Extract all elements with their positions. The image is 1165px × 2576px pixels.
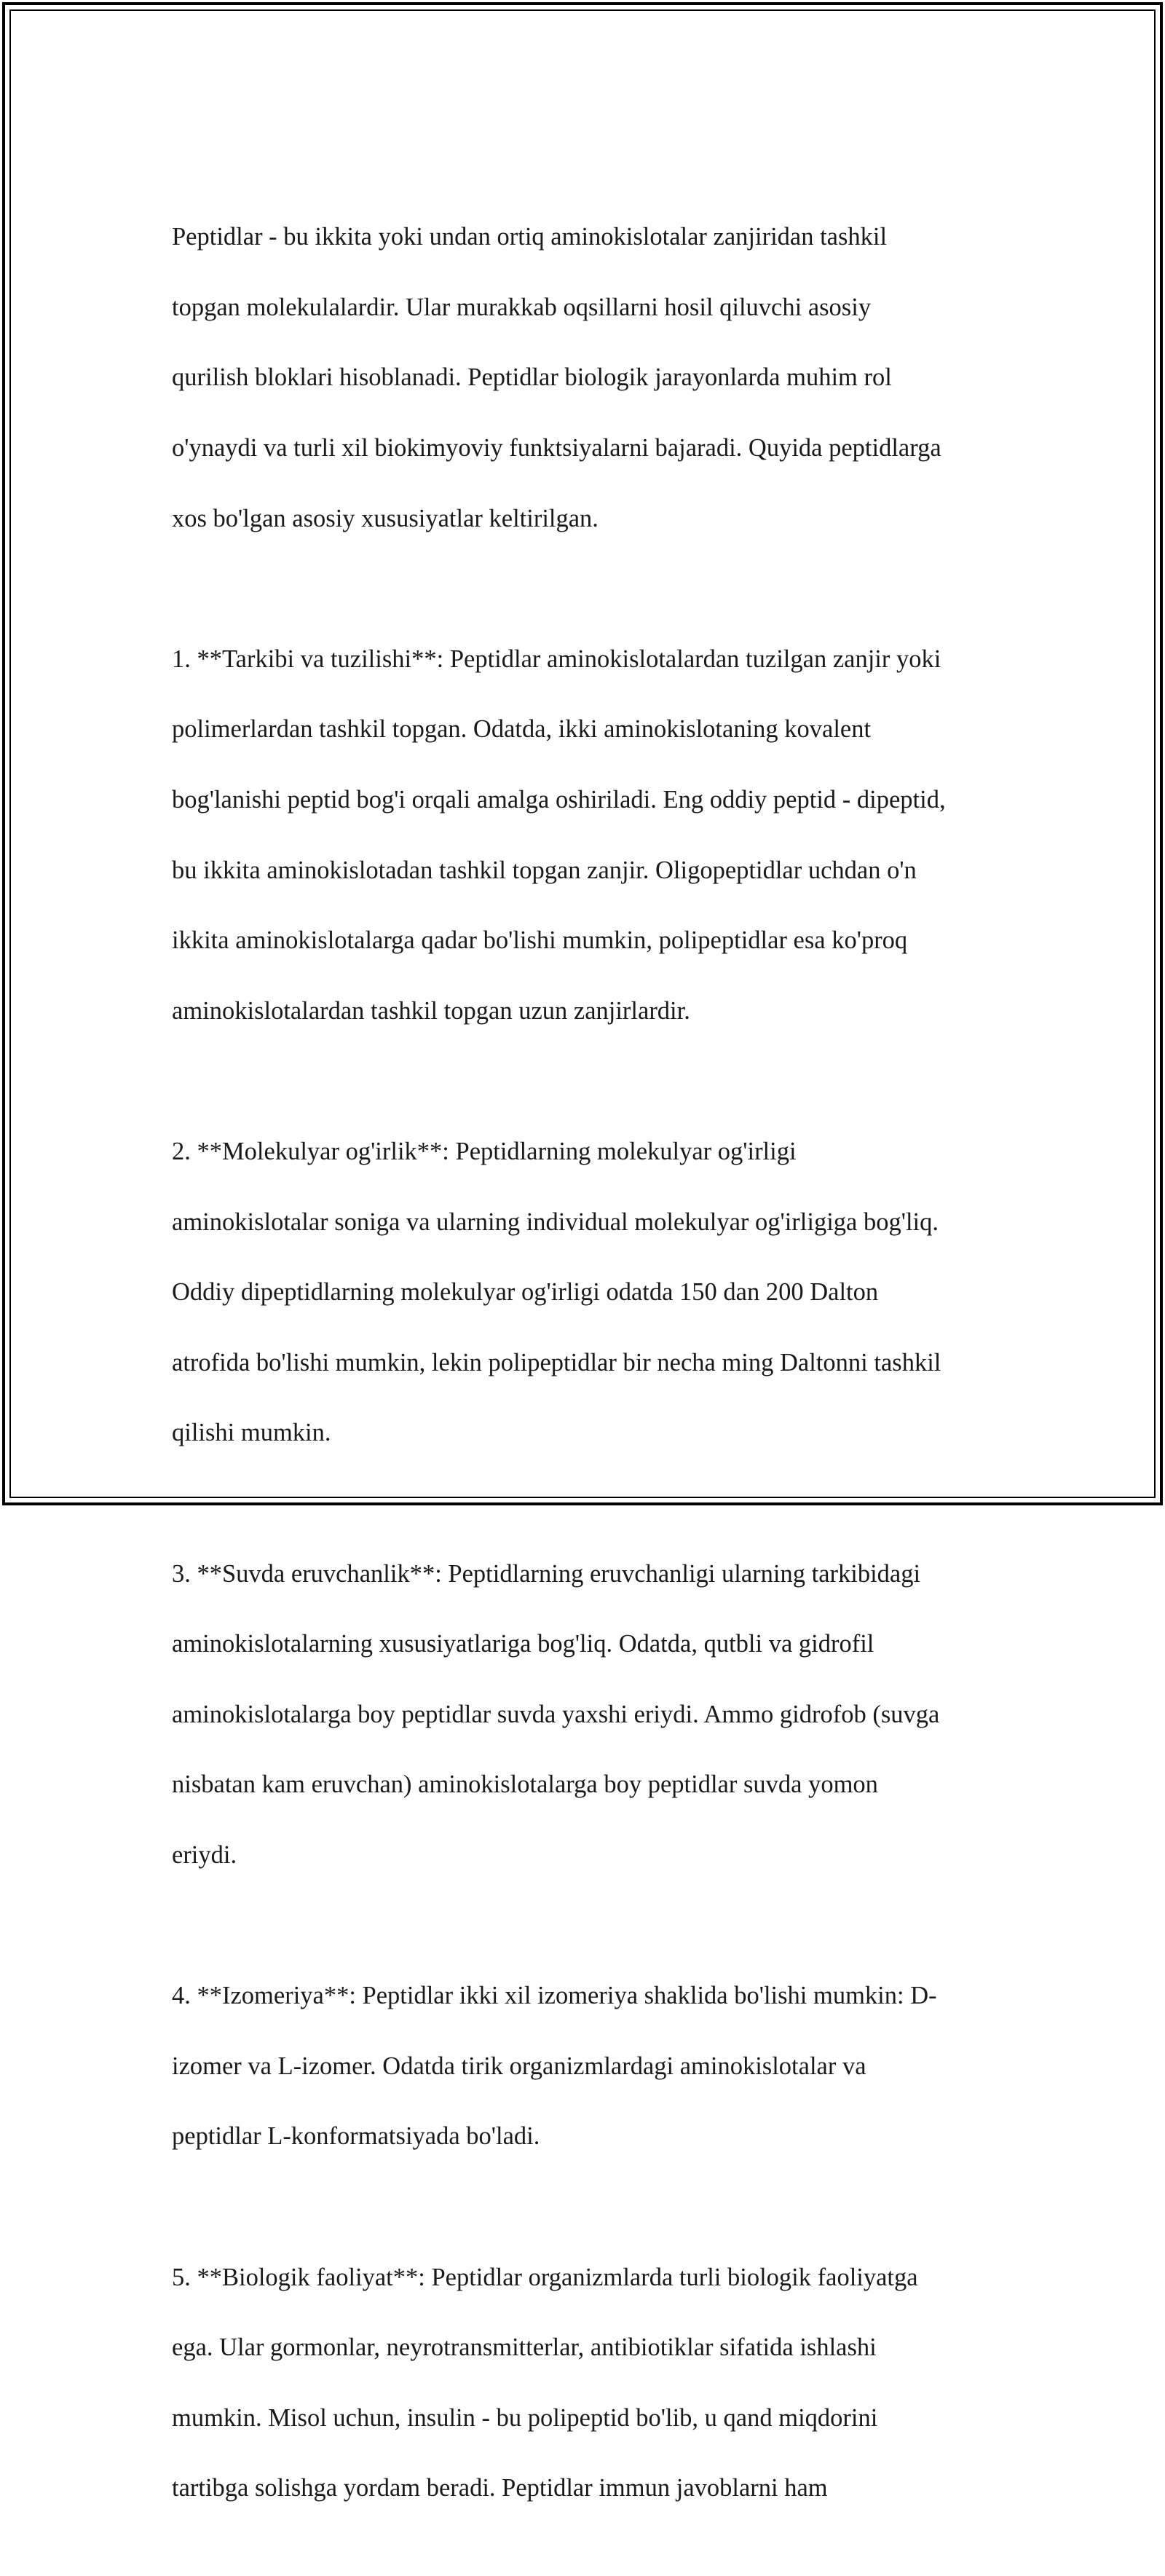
text-line: atrofida bo'lishi mumkin, lekin polipeptidlar bir necha ming Daltonni tashkil [172,1348,941,1376]
paragraph-solubility [172,1521,1002,1907]
text-line: mumkin. Misol uchun, insulin - bu polipeptid bo'lib, u qand miqdorini [172,2403,878,2432]
text-line: 5. **Biologik faoliyat**: Peptidlar organizmlarda turli biologik faoliyatga [172,2263,918,2291]
text-line: ikkita aminokislotalarga qadar bo'lishi mumkin, polipeptidlar esa ko'proq [172,926,908,955]
paragraph-isomerism [172,1943,1002,2189]
text-line: 3. **Suvda eruvchanlik**: Peptidlarning eruvchanligi ularning tarkibidagi [172,1559,921,1588]
text-line: eriydi. [172,1840,237,1869]
text-line: peptidlar L-konformatsiyada bo'ladi. [172,2122,540,2151]
text-line: polimerlardan tashkil topgan. Odatda, ikki aminokislotaning kovalent [172,715,872,744]
text-line: bu ikkita aminokislotadan tashkil topgan zanjir. Oligopeptidlar uchdan o'n [172,856,917,884]
text-line: xos bo'lgan asosiy xususiyatlar keltirilgan. [172,504,599,532]
text-line: qilishi mumkin. [172,1419,331,1447]
text-line: aminokislotalarning xususiyatlariga bog'liq. Odatda, qutbli va gidrofil [172,1630,874,1658]
text-line: tartibga solishga yordam beradi. Peptidlar immun javoblarni ham [172,2474,828,2502]
text-line: Oddiy dipeptidlarning molekulyar og'irligi odatda 150 dan 200 Dalton [172,1278,879,1307]
paragraph-molecular-weight [172,1099,1002,1486]
paragraph-biological-activity [172,2224,1002,2541]
text-line: 4. **Izomeriya**: Peptidlar ikki xil izomeriya shaklida bo'lishi mumkin: D- [172,1982,937,2010]
text-line: nisbatan kam eruvchan) aminokislotalarga boy peptidlar suvda yomon [172,1770,878,1799]
text-line: aminokislotalarga boy peptidlar suvda yaxshi eriydi. Ammo gidrofob (suvga [172,1700,940,1728]
text-line: Peptidlar - bu ikkita yoki undan ortiq aminokislotalar zanjiridan tashkil [172,223,888,251]
text-line: bog'lanishi peptid bog'i orqali amalga oshiriladi. Eng oddiy peptid - dipeptid, [172,786,946,814]
text-line: ega. Ular gormonlar, neyrotransmitterlar, antibiotiklar sifatida ishlashi [172,2333,877,2362]
text-line: 1. **Tarkibi va tuzilishi**: Peptidlar aminokislotalardan tuzilgan zanjir yoki [172,645,941,673]
text-line: aminokislotalar soniga va ularning individual molekulyar og'irligiga bog'liq. [172,1208,939,1236]
text-line: 2. **Molekulyar og'irlik**: Peptidlarning molekulyar og'irligi [172,1138,797,1166]
text-line: topgan molekulalardir. Ular murakkab oqsillarni hosil qiluvchi asosiy [172,293,872,321]
paragraph-composition [172,607,1002,1064]
document-body [172,184,1002,2576]
text-line: aminokislotalardan tashkil topgan uzun zanjirlardir. [172,996,690,1025]
text-line: izomer va L-izomer. Odatda tirik organizmlardagi aminokislotalar va [172,2052,866,2080]
paragraph-intro [172,184,1002,571]
text-line: o'ynaydi va turli xil biokimyoviy funktsiyalarni bajaradi. Quyida peptidlarga [172,434,941,462]
text-line: qurilish bloklari hisoblanadi. Peptidlar biologik jarayonlarda muhim rol [172,363,892,392]
